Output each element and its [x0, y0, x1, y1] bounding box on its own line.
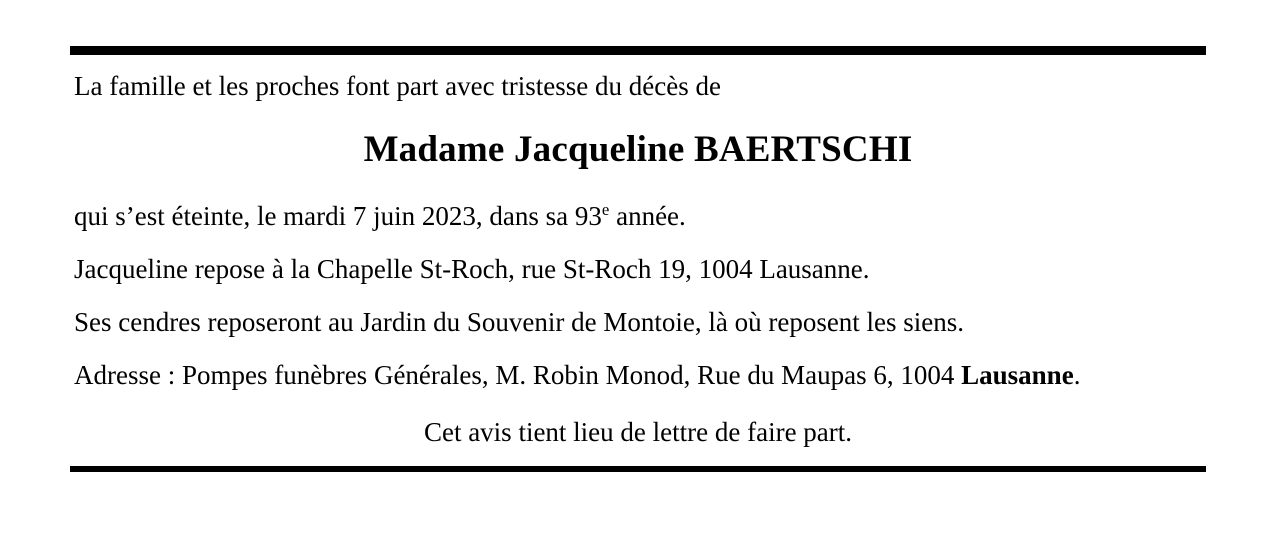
intro-line: La famille et les proches font part avec tristesse du décès de	[74, 71, 721, 101]
address-text-end: .	[1073, 360, 1081, 390]
top-rule-divider	[70, 46, 1206, 55]
address-line	[70, 348, 1206, 401]
death-date-text: qui s’est éteinte, le mardi 7 juin 2023, dans sa 93	[74, 201, 602, 231]
ordinal-suffix: e	[601, 200, 610, 219]
notice-body	[70, 55, 1206, 456]
bottom-rule-divider	[70, 466, 1206, 472]
address-text: Adresse : Pompes funèbres Générales, M. Robin Monod, Rue du Maupas 6, 1004	[74, 360, 962, 390]
address-city: Lausanne	[961, 360, 1074, 390]
resting-place-line: Jacqueline repose à la Chapelle St-Roch, rue St-Roch 19, 1004 Lausanne.	[74, 254, 870, 284]
death-date-line	[70, 189, 1206, 242]
closing-line: Cet avis tient lieu de lettre de faire part.	[423, 417, 853, 447]
deceased-name: Madame Jacqueline BAERTSCHI	[363, 129, 913, 170]
ashes-line: Ses cendres reposeront au Jardin du Souvenir de Montoie, là où reposent les siens.	[74, 307, 965, 337]
death-notice-card	[70, 46, 1206, 472]
death-date-text-end: année.	[609, 201, 686, 231]
